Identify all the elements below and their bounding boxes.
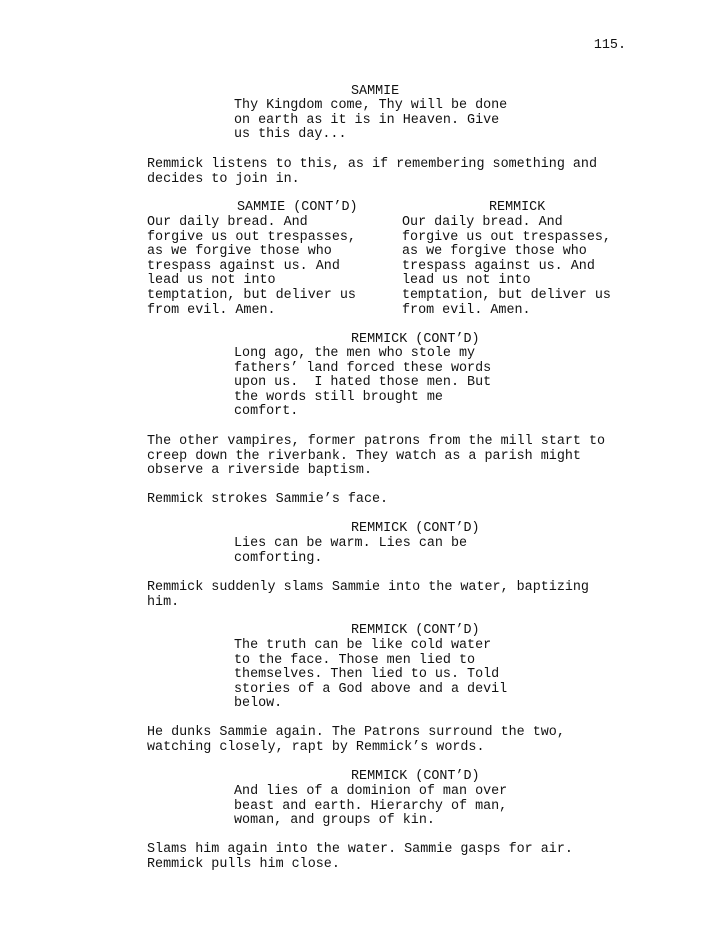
dialogue: Thy Kingdom come, Thy will be done on earth as it is in Heaven. Give us this day... bbox=[234, 98, 508, 143]
dialogue: Lies can be warm. Lies can be comforting. bbox=[234, 536, 468, 566]
character-cue: REMMICK (CONT’D) bbox=[351, 521, 480, 536]
character-cue: REMMICK (CONT’D) bbox=[351, 623, 480, 638]
dual-character-cue-right: REMMICK bbox=[489, 200, 546, 215]
action-line: Remmick listens to this, as if remembering something and decides to join in. bbox=[147, 157, 597, 187]
dual-dialogue-right: Our daily bread. And forgive us out trespasses, as we forgive those who trespass against us. And lead us not into temptation, but deliver us from evil. Amen. bbox=[402, 215, 611, 318]
dialogue: The truth can be like cold water to the face. Those men lied to themselves. Then lied to us. Told stories of a God above and a devil below. bbox=[234, 638, 508, 712]
character-cue: REMMICK (CONT’D) bbox=[351, 332, 480, 347]
action-line: Remmick suddenly slams Sammie into the water, baptizing him. bbox=[147, 580, 589, 610]
dual-dialogue-left: Our daily bread. And forgive us out trespasses, as we forgive those who trespass against us. And lead us not into temptation, but deliver us from evil. Amen. bbox=[147, 215, 356, 318]
action-line: The other vampires, former patrons from the mill start to creep down the riverbank. They watch as a parish might observe a riverside baptism. bbox=[147, 434, 606, 479]
dialogue: And lies of a dominion of man over beast and earth. Hierarchy of man, woman, and groups of kin. bbox=[234, 784, 508, 829]
action-line: He dunks Sammie again. The Patrons surround the two, watching closely, rapt by Remmick’s words. bbox=[147, 725, 565, 755]
dual-character-cue-left: SAMMIE (CONT’D) bbox=[237, 200, 358, 215]
action-line: Remmick strokes Sammie’s face. bbox=[147, 492, 389, 507]
character-cue: REMMICK (CONT’D) bbox=[351, 769, 480, 784]
character-cue: SAMMIE bbox=[351, 84, 400, 99]
dialogue: Long ago, the men who stole my fathers’ land forced these words upon us. I hated those men. But the words still brought me comfort. bbox=[234, 346, 492, 420]
action-line: Slams him again into the water. Sammie gasps for air. Remmick pulls him close. bbox=[147, 842, 573, 872]
page-number: 115. bbox=[593, 38, 626, 53]
